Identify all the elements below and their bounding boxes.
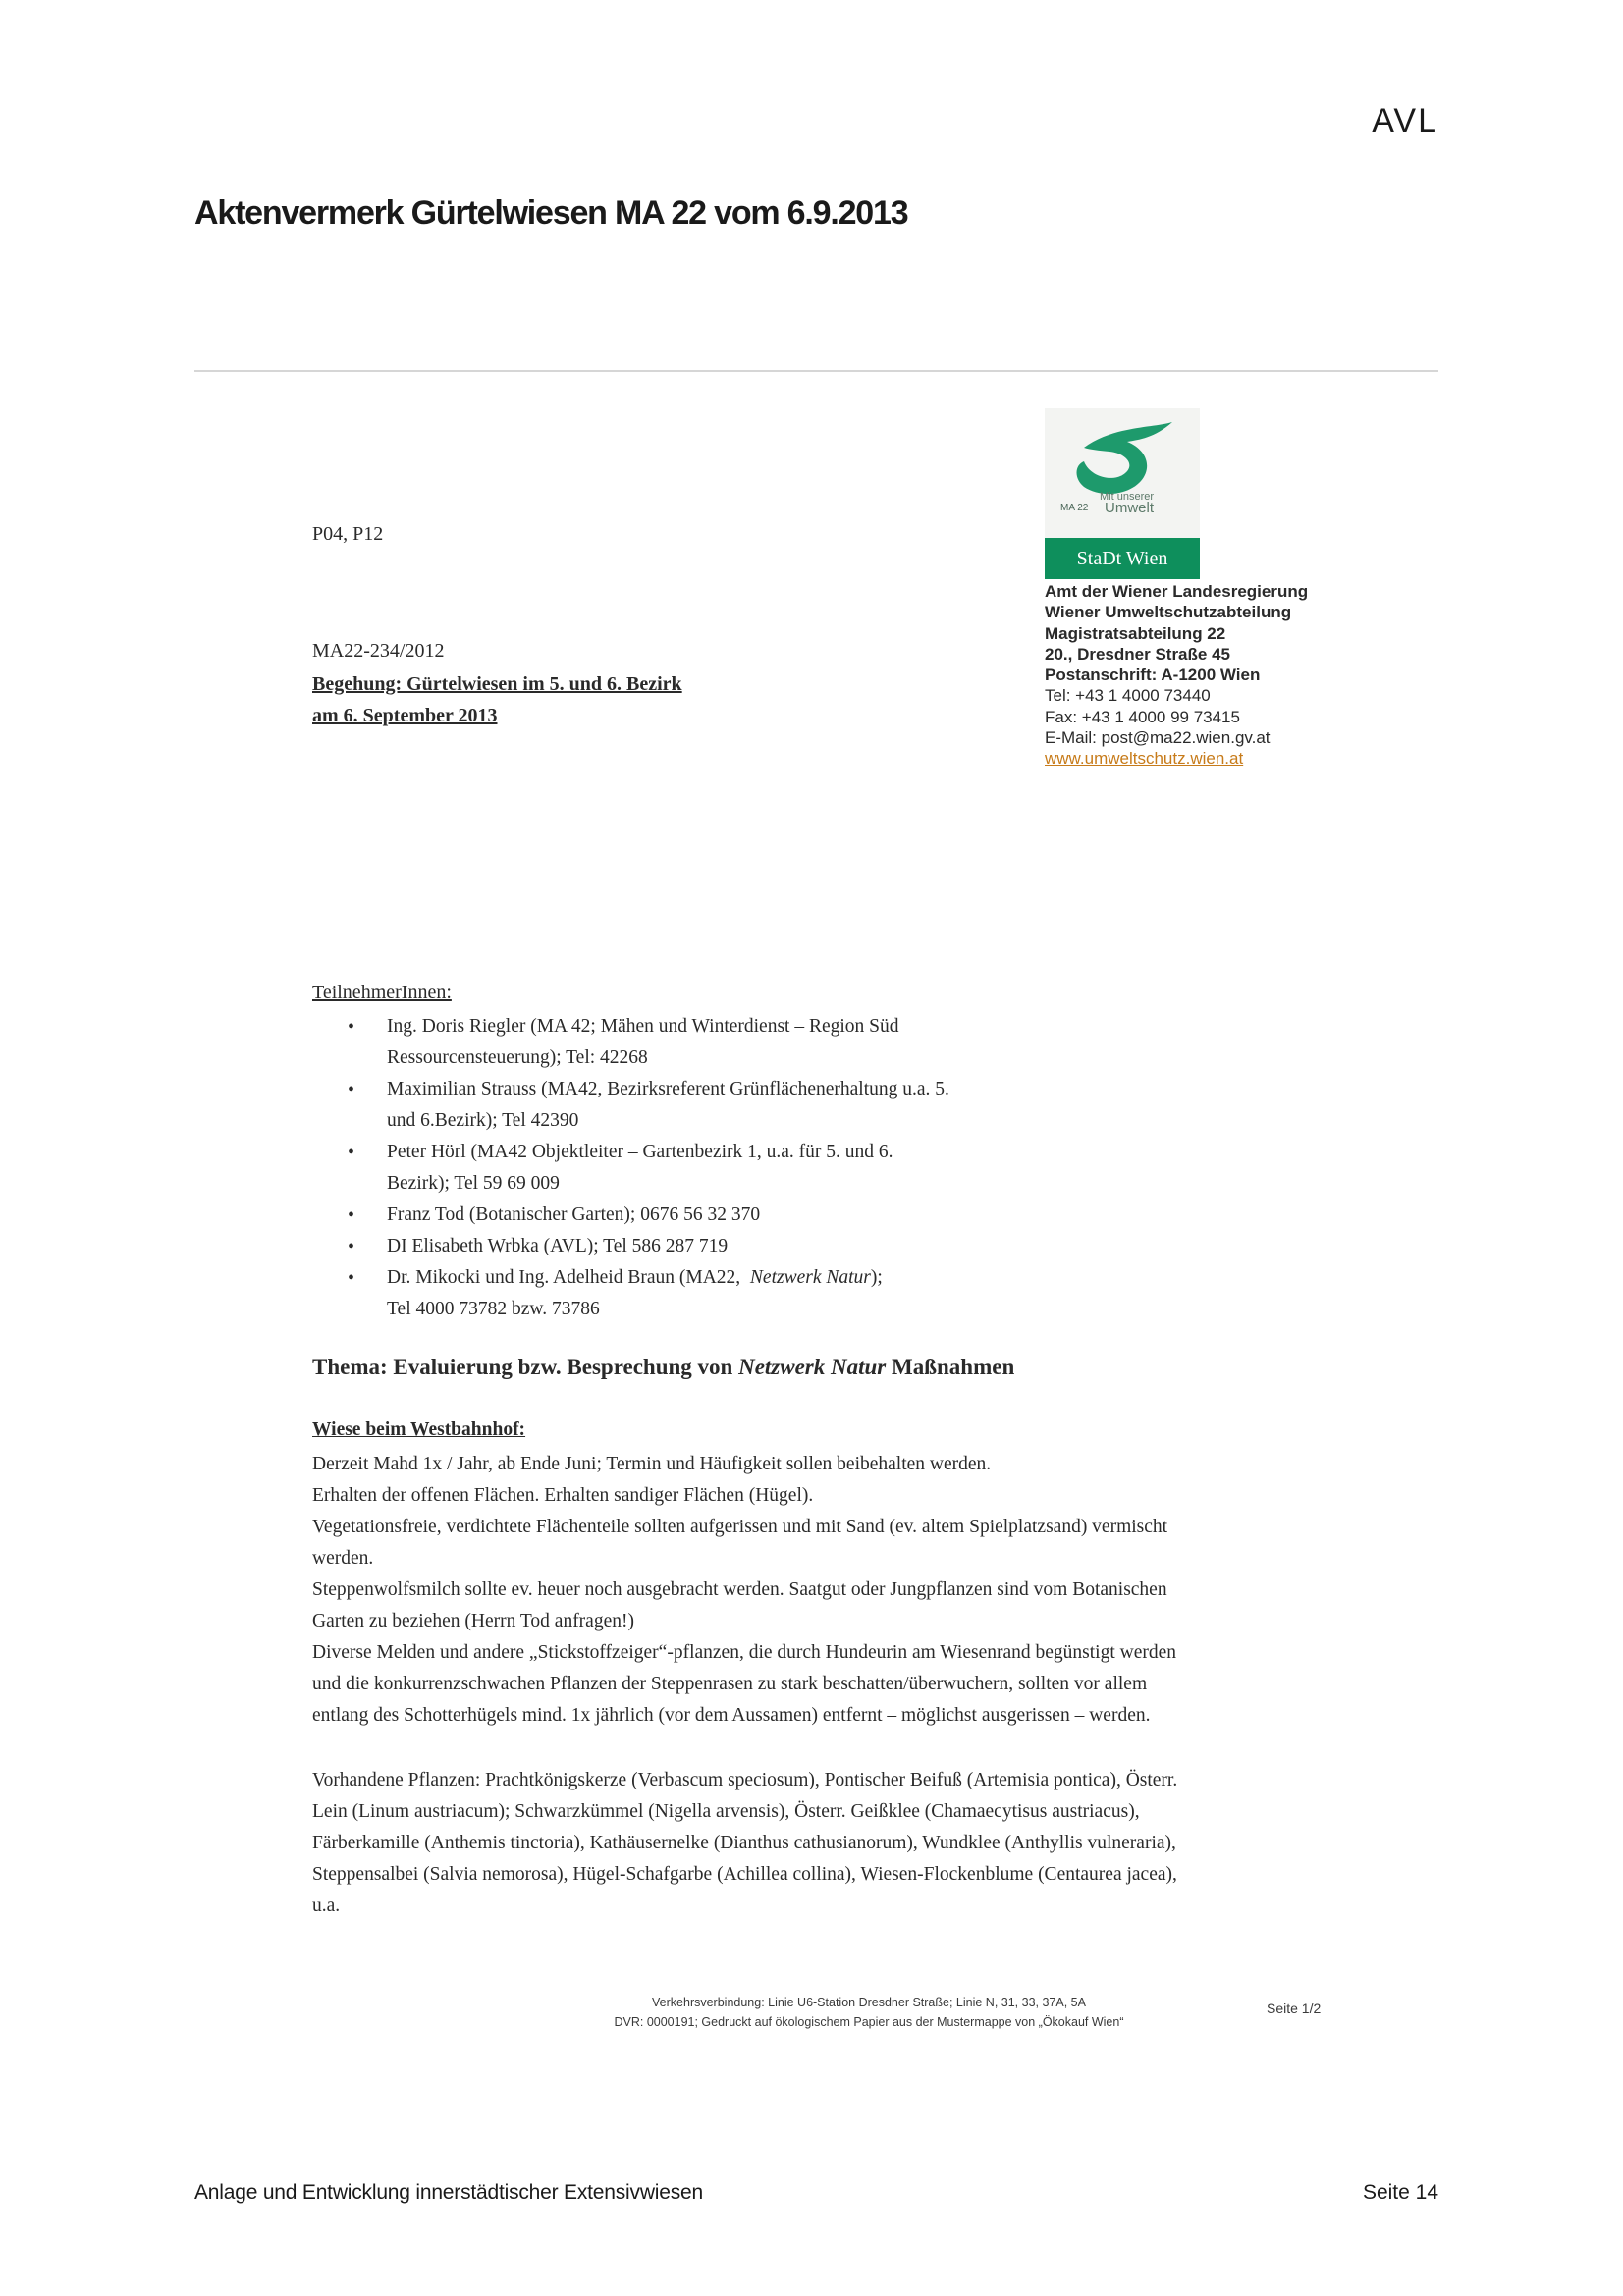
topic-heading: [312, 1355, 1014, 1380]
brand-logo-text: AVL: [1372, 102, 1438, 139]
list-item: [344, 1011, 1070, 1074]
meadow-paragraph: [312, 1449, 1314, 1732]
footer-document-title: Anlage und Entwicklung innerstädtischer Extensivwiesen: [194, 2181, 703, 2204]
participant-name: Franz Tod (Botanischer Garten); 0676 56 32 370: [387, 1204, 761, 1225]
list-item: [344, 1074, 1070, 1137]
text-line: Derzeit Mahd 1x / Jahr, ab Ende Juni; Termin und Häufigkeit sollen beibehalten werden.: [312, 1454, 992, 1474]
list-item: [344, 1200, 1070, 1231]
participant-name: Maximilian Strauss (MA42, Bezirksreferent Grünflächenerhaltung u.a. 5.: [387, 1079, 949, 1099]
participant-detail: Bezirk); Tel 59 69 009: [387, 1173, 560, 1194]
participant-detail: und 6.Bezirk); Tel 42390: [387, 1110, 579, 1131]
text-line: u.a.: [312, 1896, 341, 1916]
project-references: P04, P12: [312, 523, 384, 545]
file-number: MA22-234/2012: [312, 640, 445, 662]
address-line: Wiener Umweltschutzabteilung: [1045, 603, 1292, 622]
letter-footer: [491, 1993, 1247, 2032]
text-line: Lein (Linum austriacum); Schwarzkümmel (Nigella arvensis), Österr. Geißklee (Chamaecytisus austriacus),: [312, 1801, 1140, 1822]
print-info: DVR: 0000191; Gedruckt auf ökologischem Papier aus der Mustermappe von „Ökokauf Wien“: [614, 2015, 1124, 2029]
transport-info: Verkehrsverbindung: Linie U6-Station Dresdner Straße; Linie N, 31, 33, 37A, 5A: [652, 1996, 1086, 2009]
text-line: Garten zu beziehen (Herrn Tod anfragen!): [312, 1611, 634, 1631]
text-line: Vegetationsfreie, verdichtete Flächenteile sollten aufgerissen und mit Sand (ev. altem Spielplatzsand) vermischt: [312, 1517, 1168, 1537]
website-link[interactable]: www.umweltschutz.wien.at: [1045, 749, 1244, 769]
text-line: Steppenwolfsmilch sollte ev. heuer noch ausgebracht werden. Saatgut oder Jungpflanzen sind vom Botanischen: [312, 1579, 1167, 1600]
list-item: [344, 1231, 1070, 1262]
text-line: Erhalten der offenen Flächen. Erhalten sandiger Flächen (Hügel).: [312, 1485, 814, 1506]
participant-name: Dr. Mikocki und Ing. Adelheid Braun (MA22,: [387, 1267, 741, 1288]
plants-paragraph: [312, 1765, 1314, 1922]
subject-line: Begehung: Gürtelwiesen im 5. und 6. Bezirk: [312, 673, 682, 695]
text-line: und die konkurrenzschwachen Pflanzen der Steppenrasen zu stark beschatten/überwuchern, sollten vor allem: [312, 1674, 1148, 1694]
participant-name: Peter Hörl (MA42 Objektleiter – Gartenbezirk 1, u.a. für 5. und 6.: [387, 1142, 893, 1162]
topic-suffix: Maßnahmen: [886, 1355, 1015, 1379]
address-line: 20., Dresdner Straße 45: [1045, 644, 1230, 664]
list-item: [344, 1262, 1070, 1325]
office-address: [1045, 581, 1308, 770]
text-line: werden.: [312, 1548, 374, 1569]
participant-detail: Ressourcensteuerung); Tel: 42268: [387, 1047, 648, 1068]
fax-number: Fax: +43 1 4000 99 73415: [1045, 707, 1240, 726]
text-line: Steppensalbei (Salvia nemorosa), Hügel-Schafgarbe (Achillea collina), Wiesen-Flockenblume (Centaurea jacea),: [312, 1864, 1177, 1885]
logo-slogan-line2: Umwelt: [1105, 500, 1155, 516]
phone-number: Tel: +43 1 4000 73440: [1045, 686, 1211, 706]
topic-program: Netzwerk Natur: [738, 1355, 887, 1379]
participant-name: DI Elisabeth Wrbka (AVL); Tel 586 287 719: [387, 1236, 729, 1256]
text-line: Diverse Melden und andere „Stickstoffzeiger“-pflanzen, die durch Hundeurin am Wiesenrand begünstigt werden: [312, 1642, 1177, 1663]
list-item: [344, 1137, 1070, 1200]
letter-page-number: Seite 1/2: [1267, 2001, 1322, 2016]
footer-page-number: Seite 14: [1362, 2181, 1438, 2204]
participants-heading: TeilnehmerInnen:: [312, 982, 452, 1003]
text-line: Färberkamille (Anthemis tinctoria), Kathäusernelke (Dianthus cathusianorum), Wundklee (Anthyllis vulneraria),: [312, 1833, 1176, 1853]
text-line: Vorhandene Pflanzen: Prachtkönigskerze (Verbascum speciosum), Pontischer Beifuß (Artemisia pontica), Österr.: [312, 1770, 1178, 1790]
stadt-wien-band: StaDt Wien: [1045, 538, 1200, 579]
logo-unit: MA 22: [1060, 503, 1089, 513]
page-title: Aktenvermerk Gürtelwiesen MA 22 vom 6.9.2013: [194, 194, 908, 232]
topic-prefix: Thema: Evaluierung bzw. Besprechung von: [312, 1355, 739, 1379]
section-heading: Wiese beim Westbahnhof:: [312, 1419, 526, 1440]
participant-punct: );: [870, 1267, 883, 1288]
email-address: E-Mail: post@ma22.wien.gv.at: [1045, 728, 1271, 748]
program-name: Netzwerk Natur: [749, 1267, 871, 1288]
address-line: Magistratsabteilung 22: [1045, 623, 1226, 643]
address-line: Postanschrift: A-1200 Wien: [1045, 666, 1261, 685]
participant-name: Ing. Doris Riegler (MA 42; Mähen und Winterdienst – Region Süd: [387, 1016, 899, 1037]
header-divider: [194, 370, 1438, 372]
logo-slogan-line1: Mit unserer: [1100, 491, 1155, 503]
logo-slogan: [1100, 491, 1154, 515]
participants-list: [344, 1011, 1070, 1325]
participant-detail: Tel 4000 73782 bzw. 73786: [387, 1299, 600, 1319]
subject-date: am 6. September 2013: [312, 705, 498, 726]
text-line: entlang des Schotterhügels mind. 1x jährlich (vor dem Aussamen) entfernt – möglichst ausgerissen – werden.: [312, 1705, 1151, 1726]
address-line: Amt der Wiener Landesregierung: [1045, 582, 1309, 601]
